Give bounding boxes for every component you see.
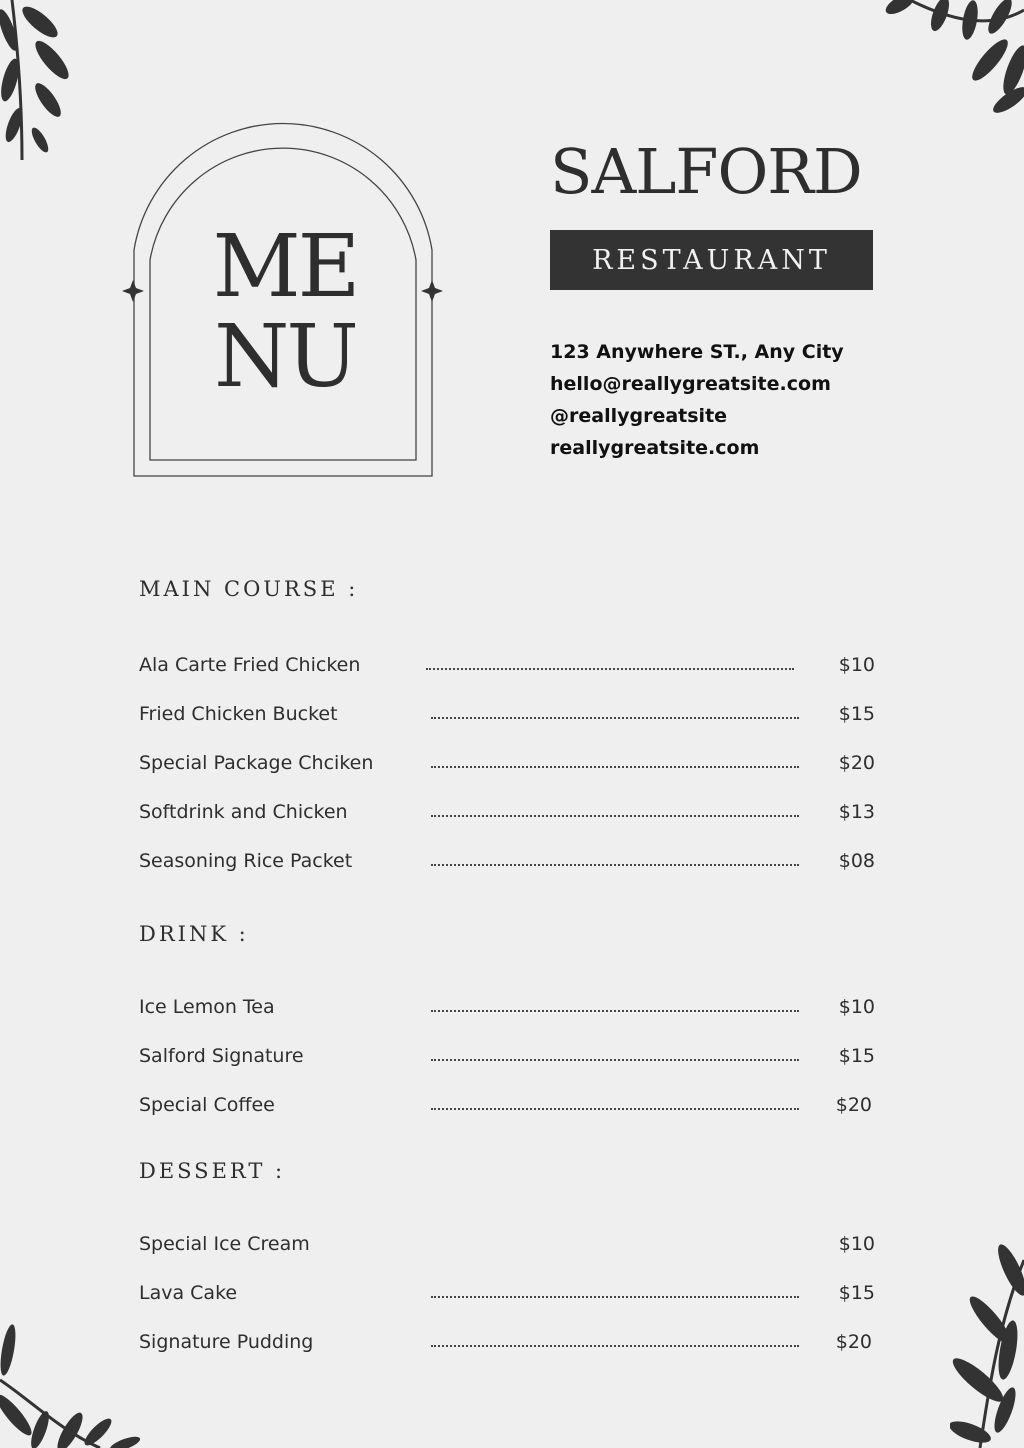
menu-item (139, 846, 875, 876)
menu-item-price: $15 (838, 1282, 875, 1304)
dotted-leader (431, 1010, 799, 1012)
menu-item-name: Lava Cake (139, 1282, 238, 1304)
menu-item (139, 1090, 875, 1120)
menu-item-name: Ala Carte Fried Chicken (139, 654, 361, 676)
dotted-leader (431, 815, 799, 817)
contact-block (550, 336, 844, 464)
dotted-leader (431, 766, 799, 768)
menu-item-price: $20 (838, 752, 875, 774)
section-title-drink: DRINK : (139, 922, 249, 946)
leaf-branch-top-left-icon (0, 0, 90, 170)
contact-social: @reallygreatsite (550, 405, 728, 427)
section-title-dessert: DESSERT : (139, 1159, 286, 1183)
menu-item-price: $15 (838, 703, 875, 725)
contact-website: reallygreatsite.com (550, 437, 760, 459)
restaurant-name: SALFORD (550, 135, 862, 208)
dotted-leader (431, 1296, 799, 1298)
menu-item-name: Special Package Chciken (139, 752, 374, 774)
leaf-branch-top-right-icon (870, 0, 1024, 120)
menu-item-price: $20 (835, 1094, 872, 1116)
dotted-leader (426, 668, 794, 670)
menu-item (139, 1041, 875, 1071)
menu-item-name: Ice Lemon Tea (139, 996, 275, 1018)
menu-title-line-2: NU (214, 307, 356, 407)
dotted-leader (431, 1108, 799, 1110)
restaurant-subtitle-banner: RESTAURANT (550, 230, 873, 290)
menu-item-name: Softdrink and Chicken (139, 801, 348, 823)
menu-item-name: Signature Pudding (139, 1331, 314, 1353)
dotted-leader (431, 864, 799, 866)
menu-item-name: Special Ice Cream (139, 1233, 310, 1255)
menu-item-name: Fried Chicken Bucket (139, 703, 338, 725)
menu-item-name: Special Coffee (139, 1094, 275, 1116)
leaf-branch-bottom-left-icon (0, 1320, 150, 1448)
menu-item (139, 650, 875, 680)
menu-item (139, 699, 875, 729)
menu-item (139, 992, 875, 1022)
leaf-branch-bottom-right-icon (950, 1240, 1024, 1448)
section-title-main-course: MAIN COURSE : (139, 577, 359, 601)
menu-item-price: $10 (838, 654, 875, 676)
menu-item (139, 797, 875, 827)
dotted-leader (431, 1345, 799, 1347)
menu-item (139, 1327, 875, 1357)
menu-item-price: $08 (838, 850, 875, 872)
contact-address: 123 Anywhere ST., Any City (550, 341, 844, 363)
menu-item (139, 1229, 875, 1259)
menu-item-price: $20 (835, 1331, 872, 1353)
menu-item-price: $15 (838, 1045, 875, 1067)
menu-arch-frame (120, 100, 450, 485)
menu-item-name: Salford Signature (139, 1045, 304, 1067)
menu-item-name: Seasoning Rice Packet (139, 850, 353, 872)
dotted-leader (431, 1059, 799, 1061)
contact-email: hello@reallygreatsite.com (550, 373, 831, 395)
menu-item-price: $10 (838, 1233, 875, 1255)
menu-item (139, 1278, 875, 1308)
menu-item-price: $10 (838, 996, 875, 1018)
menu-title-line-1: ME (212, 217, 358, 317)
menu-item (139, 748, 875, 778)
menu-item-price: $13 (838, 801, 875, 823)
dotted-leader (431, 717, 799, 719)
